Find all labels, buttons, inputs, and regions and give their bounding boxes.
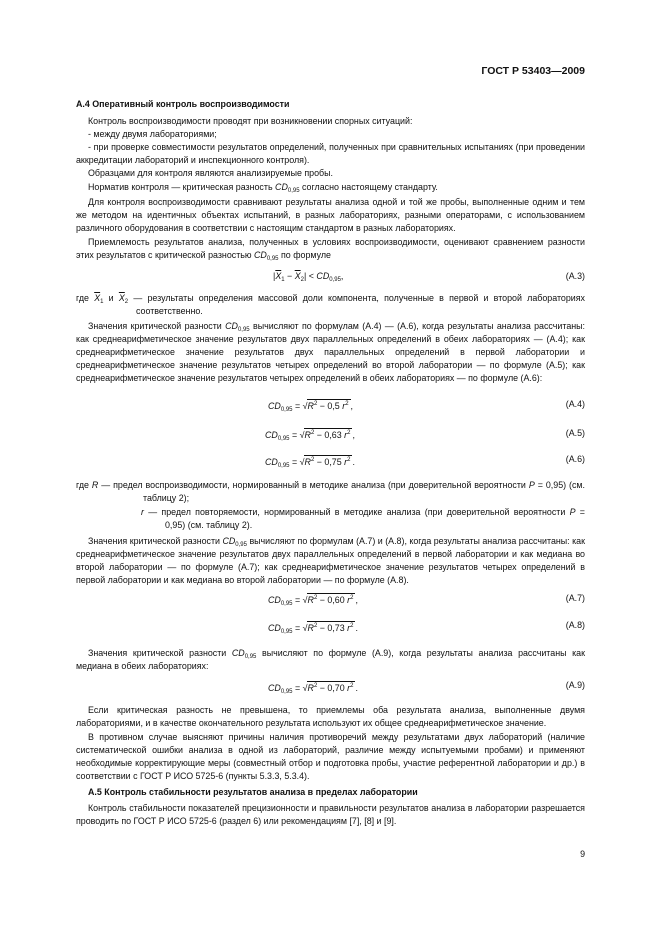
where-clause-R: где R — предел воспроизводимости, нормированный в методике анализа (при доверительной вероятности P = 0,95) (см. таблицу 2); [76, 480, 585, 503]
where-clause: где $\overline{X}_1$ и $\overline{X}_2$ — результаты определения массовой доли компонента, полученные в первой и второй лабораториях соответственно. [76, 293, 585, 316]
formula-number: (А.5) [565, 428, 585, 438]
paragraph: Приемлемость результатов анализа, полученных в условиях воспроизводимости, оценивают сравнением разности этих результатов с критической разностью $CD_{0,95}$ по формуле [76, 237, 585, 262]
formula-number: (А.8) [565, 620, 585, 630]
formula-a5: $CD_{0,95} = √R^2 - 0,63$ $r^2$ , [265, 430, 355, 442]
formula-number: (А.9) [565, 680, 585, 690]
section-a5-title: А.5 Контроль стабильности результатов анализа в пределах лаборатории [88, 787, 418, 797]
paragraph: Образцами для контроля являются анализируемые пробы. [88, 168, 333, 178]
formula-a7: $CD_{0,95} = √R^2 - 0,60$ $r^2$ , [268, 595, 358, 607]
list-item: - при проверке совместимости результатов определений, полученных при сравнительных испытаниях (при проведении аккредитации лабораторий и инспекционного контроля). [76, 142, 585, 165]
formula-a3: $|\overline{X}_1 - \overline{X}_2| < CD_{0,95}$, [273, 271, 344, 283]
formula-a6: $CD_{0,95} = √R^2 - 0,75$ $r^2$ . [265, 457, 355, 469]
formula-number: (А.4) [565, 399, 585, 409]
section-a4-title: А.4 Оперативный контроль воспроизводимости [76, 99, 290, 109]
formula-number: (А.3) [565, 271, 585, 281]
paragraph: Если критическая разность не превышена, то приемлемы оба результата анализа, выполненные двумя лабораториями, и в качестве окончательного результата используют их общее среднеарифметическое значение. [76, 705, 585, 728]
paragraph: Значения критической разности $CD_{0,95}$ вычисляют по формулам (А.4) — (А.6), когда результаты анализа рассчитаны: как среднеарифметическое значение результатов двух параллельных определений в обеих лабораториях — (А.4); как среднеарифметическое значение результатов двух параллельных определений в первой лаборатории и среднеарифметическое значение результатов четырех определений во второй лаборатории — по формуле (А.5); как среднеарифметическое значение результатов четырех определений в обеих лабораториях — по формуле (А.6): [76, 321, 585, 383]
document-header: ГОСТ Р 53403—2009 [481, 65, 585, 77]
formula-a8: $CD_{0,95} = √R^2 - 0,73$ $r^2$ . [268, 623, 358, 635]
paragraph: Значения критической разности $CD_{0,95}$ вычисляют по формулам (А.7) и (А.8), когда результаты анализа рассчитаны: как среднеарифметическое значение результатов двух параллельных определений в первой лаборатории и как медиана во второй лаборатории — по формуле (А.7); как среднеарифметическое значение результатов четырех определений в первой лаборатории и как медиана во второй лаборатории — по формуле (А.8). [76, 536, 585, 585]
page-number: 9 [580, 849, 585, 859]
formula-a4: $CD_{0,95} = √R^2 - 0,5$ $r^2$ , [268, 401, 353, 413]
paragraph: Контроль стабильности показателей прецизионности и правильности результатов анализа в лаборатории разрешается проводить по ГОСТ Р ИСО 5725-6 (раздел 6) или рекомендациям [7], [8] и [9]. [76, 803, 585, 826]
paragraph: Контроль воспроизводимости проводят при возникновении спорных ситуаций: [88, 116, 413, 126]
formula-number: (А.7) [565, 593, 585, 603]
formula-number: (А.6) [565, 454, 585, 464]
paragraph: Норматив контроля — критическая разность $CD_{0,95}$ согласно настоящему стандарту. [88, 182, 438, 194]
paragraph: Для контроля воспроизводимости сравнивают результаты анализа одной и той же пробы, выполненные одним и тем же методом на идентичных объектах испытаний, в разных лабораториях, разными операторами, с использованием различного оборудования в соответствии с настоящим стандартом в разных лабораториях. [76, 197, 585, 233]
paragraph: Значения критической разности $CD_{0,95}$ вычисляют по формуле (А.9), когда результаты анализа рассчитаны как медиана в обеих лабораториях: [76, 648, 585, 671]
paragraph: В противном случае выясняют причины наличия противоречий между результатами двух лабораторий (наличие систематической ошибки анализа в одной из лабораторий, различие между испытуемыми пробами) и применяют необходимые корректирующие меры (совместный отбор и подготовка пробы, участие референтной лаборатории и др.) в соответствии с ГОСТ Р ИСО 5725-6 (пункты 5.3.3, 5.3.4). [76, 732, 585, 781]
formula-a9: $CD_{0,95} = √R^2 - 0,70$ $r^2$ . [268, 683, 358, 695]
list-item: - между двумя лабораториями; [88, 129, 217, 139]
where-clause-r: r — предел повторяемости, нормированный в методике анализа (при доверительной вероятности P = 0,95) (см. таблицу 2). [141, 507, 585, 530]
